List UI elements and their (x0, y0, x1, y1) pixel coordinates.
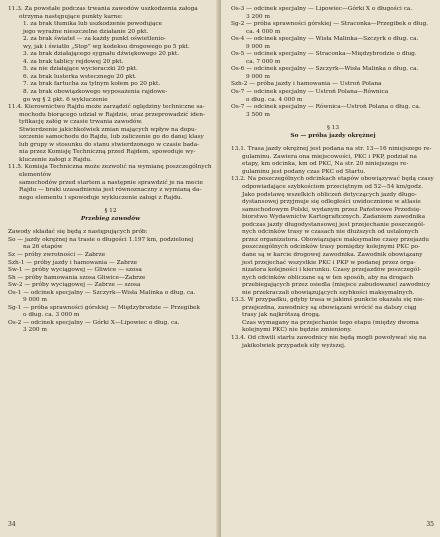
list-item: 6. za brak lusterka wstecznego 20 pkt. (23, 73, 137, 80)
text-line: nie przekraczali obowiązujących szybkości maksymalnych. (242, 289, 415, 296)
list-item: Os-1 — odcinek specjalny — Szczyrk—Wisła Malinka o dług. ca. (8, 289, 196, 296)
text-line: nego elementu i spowoduje wykluczenie załogi z Rajdu. (19, 194, 183, 201)
text-line: dane są w karcie drogowej zawodnika. Zawodnik obowiązany (242, 251, 423, 258)
text-line: 3 500 m (246, 111, 270, 118)
text-line: nizatora kolejności i kierunku. Czasy przejazdów poszczegól- (242, 267, 422, 274)
list-item: Sh — próby hamowania szosa Gliwice—Zabrze (8, 274, 146, 281)
text-line: 9 000 m (246, 73, 270, 80)
list-item: Os-3 — odcinek specjalny — Lipowiec—Górki X o długości ca. (231, 6, 413, 12)
right-page-text (231, 6, 435, 350)
list-item: Sg-1 — próba sprawności górskiej — Międzybrodzie — Przegibek (8, 304, 200, 311)
list-item: 4. za brak tablicy rejdowej 20 pkt. (23, 58, 124, 65)
left-page-text (8, 6, 213, 335)
list-item: go wg § 2 pkt. 6 wykluczenie (23, 96, 108, 103)
text-line: nych odcinków trasy w czasach nie dłuższych od ustalonych (242, 229, 419, 236)
text-line: ca. 7 000 m (246, 58, 281, 65)
paragraph: 13.1. Trasa jazdy okrężnej jest podana na str. 13—16 niniejszego re- (231, 146, 432, 153)
list-item: Os-6 — odcinek specjalny — Szczyrk—Wisła Malinka o dług. ca. (231, 66, 419, 73)
list-item: 7. za brak fartucha za tylnym kołem po 20 pkt. (23, 81, 161, 88)
text-line: biorstwo Wydawnictw Kartograficznych. Zadaniem zawodnika (242, 214, 426, 221)
section-number: § 12 (104, 208, 117, 215)
text-line: ca. 4 000 m (246, 28, 281, 35)
list-item: Szh-1 — próby jazdy i hamowania — Zabrze (8, 259, 138, 266)
text-line: otrzyma następujące punkty karne: (19, 13, 123, 20)
list-item: 1. za brak tłumika lub uszkodzenie powodujące (23, 21, 163, 28)
text-line: dystansowej przyjmuje się odległości uwidocznione w atlasie (242, 199, 421, 206)
text-line: samochodów przed startem a następnie sprawdzić je na mecie (19, 179, 203, 186)
text-line: jest przejechać wszystkie PKC i PKP w podanej przez orga- (242, 259, 416, 266)
list-item: 2. za brak świateł — za każdy punkt oświetlenio- (23, 36, 166, 43)
text-line: przebiegających przez osiedla (miejsce zabudowane) zawodnicy (242, 282, 431, 289)
text-line: lub grupy w stosunku do stanu stwierdzonego w czasie bada- (19, 141, 200, 148)
text-line: mochodu biorącego udział w Rajdzie, oraz przeprowadzić iden- (19, 111, 205, 118)
page-number: 35 (426, 521, 434, 528)
text-line: na 26 etapów (23, 244, 63, 251)
section-number: § 13 (326, 125, 340, 132)
page-number: 34 (8, 521, 16, 528)
text-line: trasy jak najkrótszą drogą. (242, 312, 321, 319)
paragraph: 11.5. Komisja Techniczna może zezwolić na wymianę poszczególnych elementów (8, 164, 212, 179)
text-line: 9 000 m (246, 43, 270, 50)
left-page (0, 0, 219, 537)
text-line: przez organizatora. Obowiązujące maksymalne czasy przejazdu (242, 236, 430, 243)
list-item: Sz — próby zwrotności — Zabrze (8, 251, 106, 258)
text-line: kolejnymi PKC) nie będzie zmieniony. (242, 327, 352, 334)
list-item: Sw-1 — próby wyciągowej — Gliwice — szosa (8, 267, 142, 274)
list-item: 3. za brak działającego sygnału dźwiękowego 20 pkt. (23, 51, 180, 58)
list-item: wy, jak i światło „Stop” wg kodeksu drogowego po 5 pkt. (23, 43, 190, 50)
list-item: Os-2 — odcinek specjalny — Górki X—Lipowiec o dług. ca. (8, 319, 180, 326)
text-line: Jako podstawę wszelkich obliczeń dotyczących jazdy długo- (242, 191, 417, 198)
list-item: Os-4 — odcinek specjalny — Wisła Malinka—Szczyrk o dług. ca. (231, 36, 419, 43)
text-line: 3 200 m (23, 327, 47, 334)
text-line: podczas jazdy długodystansowej jest przejechanie poszczegól- (242, 221, 425, 228)
text-line: kluczenie załogi z Rajdu. (19, 156, 92, 163)
text-line: Stwierdzenie jakichkolwiek zmian mających wpływ na dopu- (19, 126, 197, 133)
text-line: jakikolwiek przypadek siły wyższej. (242, 342, 346, 349)
list-item: Sw-2 — próby wyciągowej — Zabrze — szosa (8, 282, 141, 289)
paragraph: 13.3. W przypadku, gdyby trasa w jakimś punkcie okazała się nie- (231, 297, 425, 304)
text-line: gulaminu. Zawiera ona miejscowości, PKC i PKP, podział na (242, 153, 417, 160)
text-line: szczenie samochodu do Rajdu, lub zaliczenie go do danej klasy (19, 134, 204, 141)
text-line: 9 000 m (23, 297, 47, 304)
list-item: 8. za brak obowiązkowego wyposażenia rajdowe- (23, 89, 168, 96)
section-title: Przebieg zawodów (80, 215, 141, 222)
list-item: 5. za nie działające wycieraczki 20 pkt. (23, 66, 138, 73)
text-line: etapy, km odcinka, km od PKC, Na str. 20 niniejszego re- (242, 161, 409, 168)
text-line: 3 200 m (246, 13, 270, 20)
text-line: Zawody składać się będą z następujących prób: (8, 229, 148, 236)
text-line: o dług. ca. 3 000 m (23, 312, 80, 319)
text-line: tyfikację załóg w czasie trwania zawodów. (19, 119, 143, 126)
right-page (221, 0, 440, 537)
paragraph: 13.2. Na poszczególnych odcinkach etapów obowiązywać będą czasy (231, 176, 434, 183)
text-line: poszczególnych odcinków trasy pomiędzy kolejnymi PKC po- (242, 244, 421, 251)
text-line: nych odcinków obliczane są w ten sposób, aby na drogach (242, 274, 414, 281)
text-line: Czas wymagany na przejechanie tego etapu (między dwoma (242, 319, 419, 326)
paragraph: 11.3. Za powstałe podczas trwania zawodów uszkodzenia załoga (8, 6, 198, 12)
text-line: Rajdu — braki uzasadnienia jest równoznaczny z wymianą da- (19, 187, 202, 194)
list-item: So — jazdy okrężnej na trasie o długości 1.197 km, podzielonej (8, 236, 194, 243)
list-item: Os-7 — odcinek specjalny — Równica—Ustroń Polana o dług. ca. (231, 104, 421, 111)
list-item: Sg-2 — próba sprawności górskiej — Straconka—Przegibek o dług. (231, 21, 429, 28)
list-item: Szh-2 — próba jazdy i hamowania — Ustroń Polana (231, 81, 382, 88)
text-line: odpowiadające szybkościom przeciętnym od 52—54 km/godz. (242, 184, 423, 191)
text-line: o dług. ca. 4 000 m (246, 96, 303, 103)
text-line: samochodowym Polski, wydanym przez Państwowe Przedsię- (242, 206, 422, 213)
text-line: nia przez Komisję Techniczną przed Rajdem, spowoduje wy- (19, 149, 196, 156)
list-item: jego wyraźne nieszczelne działanie 20 pkt. (23, 28, 149, 35)
paragraph: 11.4. Kierownictwo Rajdu może zarządzić oględziny techniczne sa- (8, 104, 205, 111)
paragraph: 13.4. Od chwili startu zawodnicy nie będą mogli powoływać się na (231, 334, 427, 341)
list-item: Os-7 — odcinek specjalny — Ustroń Polana—Równica (231, 89, 389, 96)
list-item: Os-5 — odcinek specjalny — Straconka—Międzybrodzie o dług. (231, 51, 417, 58)
section-title: So — próba jazdy okrężnej (290, 132, 376, 139)
text-line: przejezdna, zawodnicy są obowiązani wrócić na dalszy ciąg (242, 304, 417, 311)
text-line: gulaminu jest podany czas PKC od Startu. (242, 168, 366, 175)
